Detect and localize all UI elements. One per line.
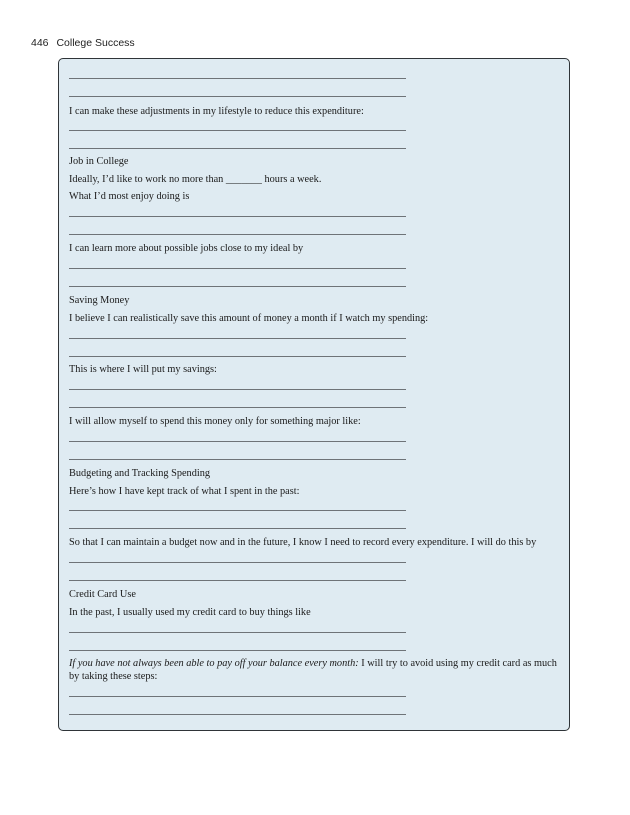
answer-line[interactable] [69,130,406,131]
answer-line[interactable] [69,580,406,581]
answer-line[interactable] [69,528,406,529]
answer-line[interactable] [69,389,406,390]
answer-line[interactable] [69,268,406,269]
saving-amount-prompt: I believe I can realistically save this amount of money a month if I watch my spending: [69,313,429,324]
answer-line[interactable] [69,510,406,511]
answer-line[interactable] [69,234,406,235]
answer-line[interactable] [69,562,406,563]
saving-major-prompt: I will allow myself to spend this money only for something major like: [69,416,361,427]
answer-line[interactable] [69,338,406,339]
job-hours-prompt: Ideally, I’d like to work no more than _______ hours a week. [69,174,322,185]
saving-where-prompt: This is where I will put my savings: [69,364,217,375]
answer-line[interactable] [69,650,406,651]
answer-line[interactable] [69,696,406,697]
credit-balance-steps: I will try to avoid using my credit card as much by taking these steps: [69,658,557,682]
job-enjoy-prompt: What I’d most enjoy doing is [69,191,190,202]
answer-line[interactable] [69,356,406,357]
answer-line[interactable] [69,148,406,149]
budgeting-heading: Budgeting and Tracking Spending [69,468,211,479]
book-title: College Success [56,37,135,49]
credit-balance-prompt [69,658,557,683]
budgeting-future-prompt: So that I can maintain a budget now and in the future, I know I need to record every expenditure. I will do this by [69,537,537,548]
answer-line[interactable] [69,459,406,460]
worksheet-box [58,58,570,731]
saving-heading: Saving Money [69,295,130,306]
credit-balance-condition: If you have not always been able to pay off your balance every month: [69,658,359,669]
job-learn-prompt: I can learn more about possible jobs close to my ideal by [69,243,304,254]
page-number: 446 [31,37,49,49]
answer-line[interactable] [69,441,406,442]
credit-past-prompt: In the past, I usually used my credit card to buy things like [69,607,311,618]
budgeting-past-prompt: Here’s how I have kept track of what I spent in the past: [69,486,300,497]
job-heading: Job in College [69,156,129,167]
answer-line[interactable] [69,286,406,287]
credit-heading: Credit Card Use [69,589,136,600]
page-header [31,37,135,49]
answer-line[interactable] [69,78,406,79]
answer-line[interactable] [69,714,406,715]
answer-line[interactable] [69,632,406,633]
answer-line[interactable] [69,407,406,408]
answer-line[interactable] [69,96,406,97]
answer-line[interactable] [69,216,406,217]
lifestyle-prompt: I can make these adjustments in my lifestyle to reduce this expenditure: [69,106,364,117]
